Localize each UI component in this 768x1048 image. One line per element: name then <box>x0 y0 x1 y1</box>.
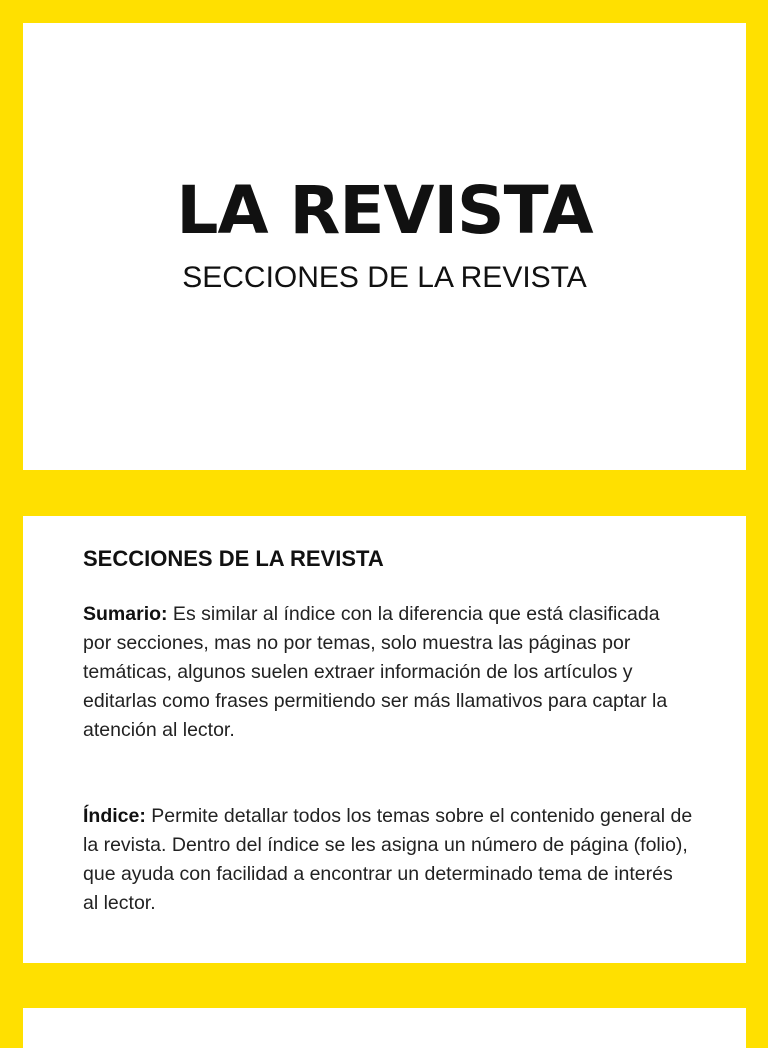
cover-slide <box>23 23 746 470</box>
cover-title: LA REVISTA <box>176 172 593 249</box>
cover-subtitle: SECCIONES DE LA REVISTA <box>182 261 587 294</box>
indice-text: Permite detallar todos los temas sobre el contenido general de la revista. Dentro del índice se les asigna un número de página (folio), que ayuda con facilidad a encontrar un determinado tema de interés al lector. <box>83 805 693 914</box>
sections-slide <box>23 516 746 963</box>
indice-paragraph <box>83 802 693 918</box>
sumario-paragraph <box>83 600 693 745</box>
indice-term: Índice: <box>83 805 146 827</box>
sumario-term: Sumario: <box>83 603 168 625</box>
next-slide-edge <box>23 1008 746 1048</box>
sumario-text: Es similar al índice con la diferencia que está clasificada por secciones, mas no por temas, solo muestra las páginas por temáticas, algunos suelen extraer información de los artículos y editarlas como frases permitiendo ser más llamativos para captar la atención al lector. <box>83 603 668 741</box>
section-heading: SECCIONES DE LA REVISTA <box>83 546 384 571</box>
